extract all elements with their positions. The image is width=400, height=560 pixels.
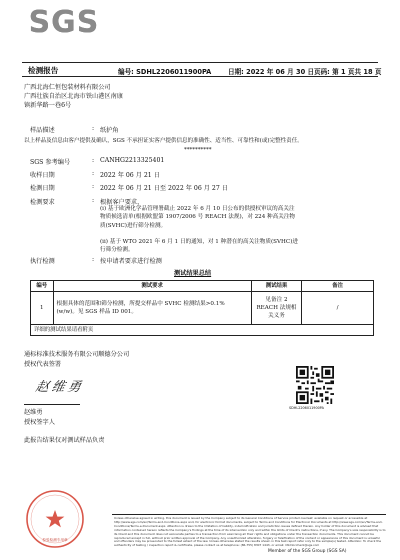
- results-title: 测试结果总结: [174, 270, 212, 277]
- report-number: 编号: SDHL2206011900PA: [118, 68, 212, 76]
- colon: :: [92, 197, 95, 204]
- client-address-line2: 镇新华路一巷6号: [24, 102, 72, 109]
- header-rule-top: [22, 62, 378, 63]
- table-row: [31, 292, 374, 325]
- report-date: 日期: 2022 年 06 月 30 日: [228, 68, 315, 76]
- authorized-signature-label: 授权代表签署: [24, 361, 62, 368]
- requirements-item-2: (ii) 基于 WTO 2021 年 6 月 1 日的通知，对 1 种潜在的高关注物质(SVHC)进行筛分检测。: [100, 239, 298, 254]
- received-date-value: 2022 年 06 月 21 日: [100, 172, 160, 179]
- issuing-company: 通标标准技术服务有限公司顺德分公司: [24, 351, 130, 358]
- responsibility-statement: 此报告结果仅对测试样品负责: [24, 437, 105, 444]
- sample-value: 纸护角: [100, 127, 119, 134]
- header-rule-bottom: [22, 76, 378, 77]
- stamp-subtitle: 检验检测专用章: [42, 538, 68, 542]
- results-table: [30, 280, 374, 336]
- terms-fine-print: Unless otherwise agreed in writing, this document is issued by the Company subject to its General Conditions of Service printed overleaf, available on request or accessible at http://www.sgs.com/en/Terms-and-Conditions.aspx and, for electronic format documents, subject to Terms and Conditions for Electronic Documents at http://www.sgs.com/en/Terms-and-Conditions/Terms-e-Document.aspx. Attention is drawn to the limitation of liability, indemnification and jurisdiction issues defined therein. Any holder of this document is advised that information contained hereon reflects the Company's findings at the time of its intervention only and within the limits of Client's instructions, if any. The Company's sole responsibility is to its Client and this document does not exonerate parties to a transaction from exercising all their rights and obligations under the transaction documents. This document cannot be reproduced except in full, without prior written approval of the Company. Any unauthorized alteration, forgery or falsification of the content or appearance of this document is unlawful and offenders may be prosecuted to the fullest extent of the law. Unless otherwise stated the results shown in this test report refer only to the sample(s) tested. Attention: To check the authenticity of testing / inspection report & certificate, please contact us at telephone: (86-755) 8307 1443, or email: CN.Doccheck@sgs.com: [114, 516, 386, 548]
- sample-label: 样品描述: [30, 127, 55, 134]
- report-title: 检测报告: [28, 66, 59, 75]
- signatory-name: 赵维勇: [24, 409, 43, 416]
- page-number: 页码: 第 1 页共 18 页: [314, 68, 382, 76]
- requirements-label: 检测要求: [30, 199, 55, 206]
- results-note: 详细的测试结果请看附页: [31, 325, 374, 336]
- method-value: 按申请者要求进行检测: [100, 258, 162, 265]
- row-result: 见备注 2 REACH 法规相关义务: [251, 292, 301, 325]
- sample-disclaimer: 以上样品及信息由客户提供及确认，SGS 不承担证实客户提供信息的准确性、适当性、可靠性和(或)完整性责任。: [24, 138, 303, 144]
- row-no: 1: [31, 292, 54, 325]
- received-date-label: 收样日期: [30, 172, 55, 179]
- client-address-line1: 广西壮族自治区北海市铁山港区南康: [24, 93, 123, 100]
- colon: :: [92, 170, 95, 177]
- header-remark: 备注: [302, 281, 374, 292]
- row-remark: /: [302, 292, 374, 325]
- signatory-title: 授权签字人: [24, 419, 55, 426]
- qr-code: [296, 366, 334, 404]
- method-label: 执行检测: [30, 258, 55, 265]
- separator-stars: **********: [184, 147, 212, 153]
- test-date-value: 2022 年 06 月 21 日至 2022 年 06 月 27 日: [100, 185, 228, 192]
- requirements-intro: 根据客户要求，: [100, 199, 144, 206]
- sgs-reference-value: CANHG2213325401: [100, 157, 165, 164]
- footer-rule: [112, 514, 386, 515]
- signature-line: [24, 404, 80, 405]
- sgs-member-statement: Member of the SGS Group (SGS SA): [268, 549, 347, 554]
- qr-caption: SDHL2206011900PA: [289, 406, 324, 410]
- header-result: 测试结果: [251, 281, 301, 292]
- colon: :: [92, 125, 95, 132]
- header-requirement: 测试要求: [53, 281, 251, 292]
- test-date-label: 检测日期: [30, 185, 55, 192]
- sgs-logo: SGS: [28, 4, 100, 40]
- colon: :: [92, 157, 95, 164]
- header-no: 编号: [31, 281, 54, 292]
- table-header-row: [31, 281, 374, 292]
- client-name: 广西北海仁恒包装材料有限公司: [24, 84, 111, 91]
- colon: :: [92, 183, 95, 190]
- table-note-row: [31, 325, 374, 336]
- requirements-item-1: (i) 基于欧洲化学品管理署截止 2022 年 6 月 10 日公布的供授权审议的高关注物质候选清单(根据欧盟第 1907/2006 号 REACH 法规)，对 224 种高关注物质(SVHC)进行筛分检测。: [100, 206, 296, 229]
- colon: :: [92, 256, 95, 263]
- handwritten-signature: 赵维勇: [33, 380, 86, 395]
- sgs-reference-label: SGS 参考编号: [30, 159, 71, 166]
- row-requirement: 根据具体的范围和筛分检测，所提交样品中 SVHC 检测结果>0.1% (w/w)。见 SGS 样品 ID 001。: [53, 292, 251, 325]
